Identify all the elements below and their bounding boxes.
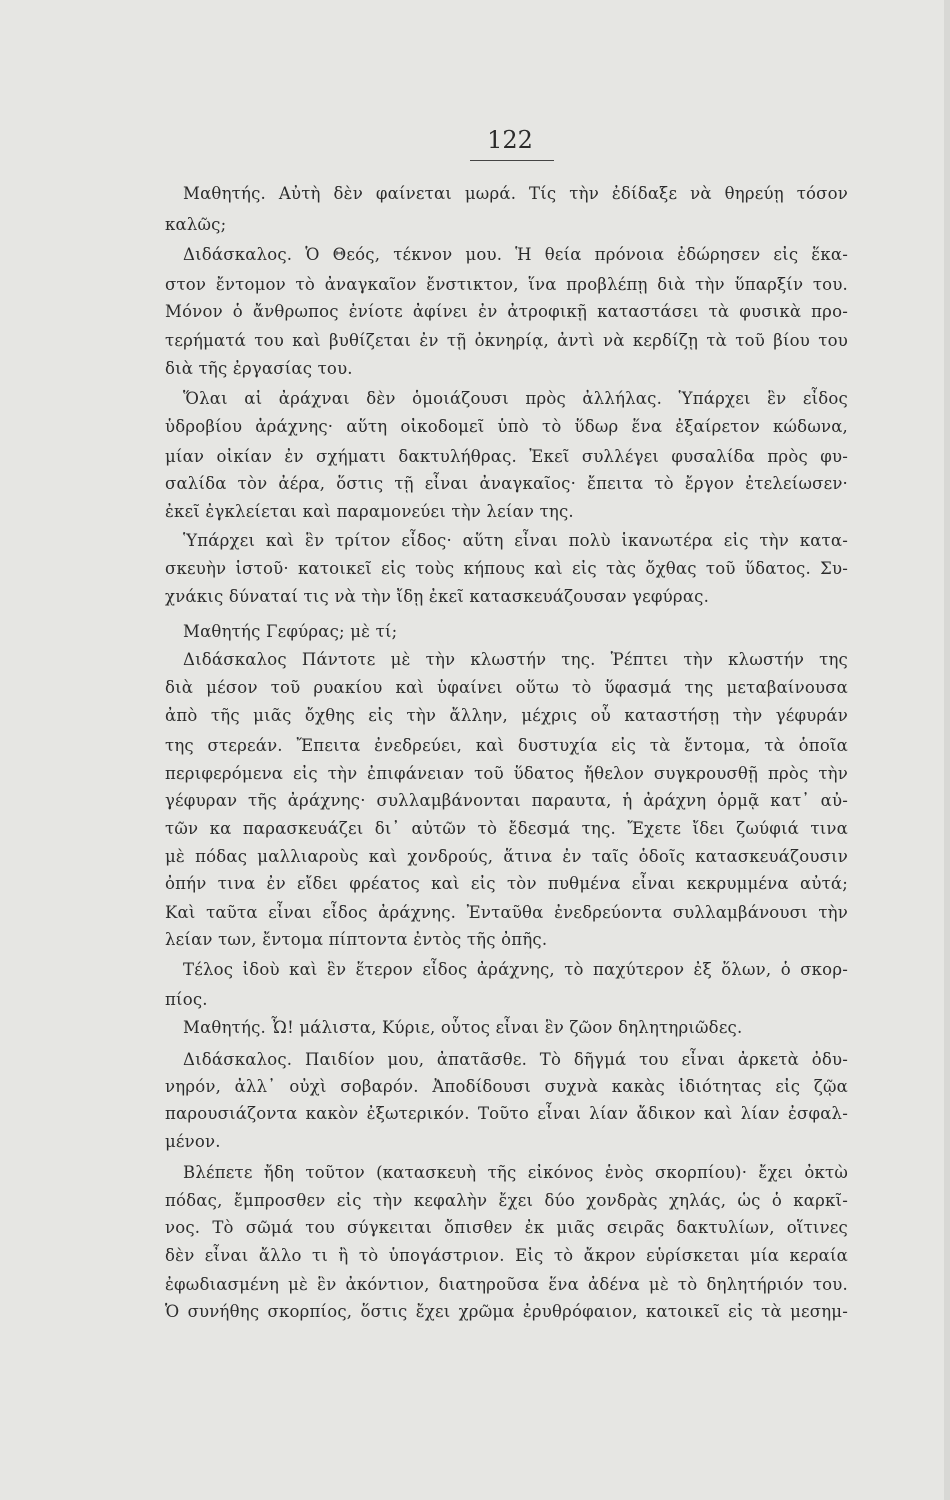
text-line: μένον. (165, 1132, 221, 1151)
text-line: Μαθητής. Ὦ! μάλιστα, Κύριε, οὗτος εἶναι ἓν ζῶον δηλητηριῶδες. (183, 1018, 743, 1037)
text-line: της στερεάν. Ἔπειτα ἐνεδρεύει, καὶ δυστυχία εἰς τὰ ἔντομα, τὰ ὁποῖα (165, 736, 848, 755)
text-line: Ὑπάρχει καὶ ἓν τρίτον εἶδος· αὕτη εἶναι πολὺ ἱκανωτέρα εἰς τὴν κατα- (183, 531, 848, 550)
text-line: Μαθητής. Αὐτὴ δὲν φαίνεται μωρά. Τίς τὴν ἐδίδαξε νὰ θηρεύῃ τόσον (183, 184, 848, 203)
text-line: χνάκις δύναταί τις νὰ τὴν ἴδῃ ἐκεῖ κατασκευάζουσαν γεφύρας. (165, 587, 710, 606)
text-line: διὰ μέσον τοῦ ρυακίου καὶ ὑφαίνει οὕτω τὸ ὕφασμά της μεταβαίνουσα (165, 678, 848, 697)
page-edge (944, 0, 950, 1500)
text-line: πίος. (165, 990, 208, 1009)
text-line: ἐκεῖ ἐγκλείεται καὶ παραμονεύει τὴν λείαν της. (165, 502, 574, 521)
text-line: Διδάσκαλος. Παιδίον μου, ἀπατᾶσθε. Τὸ δῆγμά του εἶναι ἀρκετὰ ὀδυ- (183, 1050, 848, 1069)
text-line: Διδάσκαλος Πάντοτε μὲ τὴν κλωστήν της. Ῥέπτει τὴν κλωστήν της (183, 650, 848, 669)
text-line: Μόνον ὁ ἄνθρωπος ἐνίοτε ἀφίνει ἐν ἀτροφικῇ καταστάσει τὰ φυσικὰ προ- (165, 302, 848, 321)
text-line: παρουσιάζοντα κακὸν ἐξωτερικόν. Τοῦτο εἶναι λίαν ἄδικον καὶ λίαν ἐσφαλ- (165, 1104, 848, 1123)
text-line: περιφερόμενα εἰς τὴν ἐπιφάνειαν τοῦ ὕδατος ἤθελον συγκρουσθῇ πρὸς τὴν (165, 764, 848, 783)
text-line: διὰ τῆς ἐργασίας του. (165, 359, 353, 378)
text-line: Ὁ συνήθης σκορπίος, ὅστις ἔχει χρῶμα ἐρυθρόφαιον, κατοικεῖ εἰς τὰ μεσημ- (165, 1302, 848, 1321)
text-line: ὀπήν τινα ἐν εἴδει φρέατος καὶ εἰς τὸν πυθμένα εἶναι κεκρυμμένα αὐτά; (165, 874, 848, 893)
text-line: πόδας, ἔμπροσθεν εἰς τὴν κεφαλὴν ἔχει δύο χονδρὰς χηλάς, ὡς ὁ καρκῖ- (165, 1191, 848, 1210)
text-line: Ὅλαι αἱ ἀράχναι δὲν ὁμοιάζουσι πρὸς ἀλλήλας. Ὑπάρχει ἓν εἶδος (183, 389, 848, 408)
text-line: νος. Τὸ σῶμά του σύγκειται ὄπισθεν ἐκ μιᾶς σειρᾶς δακτυλίων, οἵτινες (165, 1218, 848, 1237)
page-number-rule (470, 160, 554, 161)
text-line: δὲν εἶναι ἄλλο τι ἢ τὸ ὑπογάστριον. Εἰς τὸ ἄκρον εὑρίσκεται μία κεραία (165, 1246, 848, 1265)
text-line: μίαν οἰκίαν ἐν σχήματι δακτυλήθρας. Ἐκεῖ συλλέγει φυσαλίδα πρὸς φυ- (165, 447, 848, 466)
text-line: τῶν κα παρασκευάζει δι᾽ αὐτῶν τὸ ἔδεσμά της. Ἔχετε ἴδει ζωύφιά τινα (165, 819, 848, 838)
text-line: σκευὴν ἱστοῦ· κατοικεῖ εἰς τοὺς κήπους καὶ εἰς τὰς ὄχθας τοῦ ὕδατος. Συ- (165, 559, 848, 578)
text-line: καλῶς; (165, 215, 227, 234)
text-line: ἐφωδιασμένη μὲ ἓν ἀκόντιον, διατηροῦσα ἕνα ἀδένα μὲ τὸ δηλητήριόν του. (165, 1275, 848, 1294)
text-line: ὑδροβίου ἀράχνης· αὕτη οἰκοδομεῖ ὑπὸ τὸ ὕδωρ ἕνα ἐξαίρετον κώδωνα, (165, 417, 848, 436)
text-line: Μαθητής Γεφύρας; μὲ τί; (183, 622, 398, 641)
text-line: Διδάσκαλος. Ὁ Θεός, τέκνον μου. Ἡ θεία πρόνοια ἐδώρησεν εἰς ἕκα- (183, 245, 848, 264)
text-line: ἀπὸ τῆς μιᾶς ὄχθης εἰς τὴν ἄλλην, μέχρις οὗ καταστήσῃ τὴν γέφυράν (165, 706, 848, 725)
text-line: γέφυραν τῆς ἀράχνης· συλλαμβάνονται παραυτα, ἡ ἀράχνη ὁρμᾷ κατ᾽ αὐ- (165, 791, 848, 810)
text-line: μὲ πόδας μαλλιαροὺς καὶ χονδρούς, ἅτινα ἐν ταῖς ὁδοῖς κατασκευάζουσιν (165, 847, 848, 866)
text-line: νηρόν, ἀλλ᾽ οὐχὶ σοβαρόν. Ἀποδίδουσι συχνὰ κακὰς ἰδιότητας εἰς ζῷα (165, 1077, 848, 1096)
text-line: Βλέπετε ἤδη τοῦτον (κατασκευὴ τῆς εἰκόνος ἑνὸς σκορπίου)· ἔχει ὀκτὼ (183, 1163, 848, 1182)
text-line: στον ἔντομον τὸ ἀναγκαῖον ἔνστικτον, ἵνα προβλέπῃ διὰ τὴν ὕπαρξίν του. (165, 275, 848, 294)
text-line: τερήματά του καὶ βυθίζεται ἐν τῇ ὀκνηρίᾳ, ἀντὶ νὰ κερδίζῃ τὰ τοῦ βίου του (165, 331, 848, 350)
page-number: 122 (487, 126, 533, 154)
text-line: σαλίδα τὸν ἀέρα, ὅστις τῇ εἶναι ἀναγκαῖος· ἔπειτα τὸ ἔργον ἐτελείωσεν· (165, 474, 848, 493)
text-line: λείαν των, ἔντομα πίπτοντα ἐντὸς τῆς ὀπῆς. (165, 930, 548, 949)
text-line: Καὶ ταῦτα εἶναι εἶδος ἀράχνης. Ἐνταῦθα ἐνεδρεύοντα συλλαμβάνουσι τὴν (165, 903, 848, 922)
text-line: Τέλος ἰδοὺ καὶ ἓν ἕτερον εἶδος ἀράχνης, τὸ παχύτερον ἐξ ὅλων, ὁ σκορ- (183, 960, 848, 979)
